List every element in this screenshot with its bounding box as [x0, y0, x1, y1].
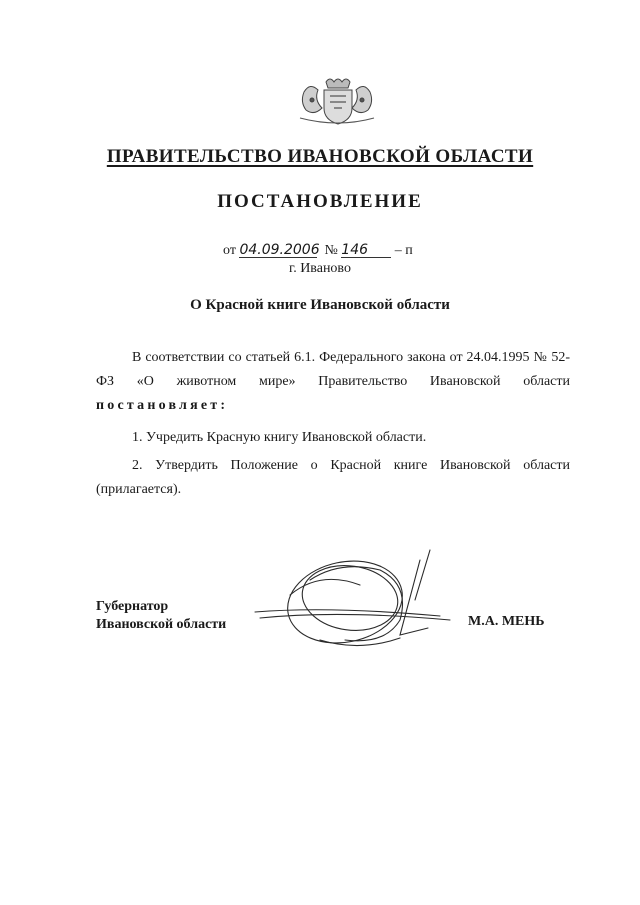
- handwritten-signature: [250, 540, 465, 665]
- position-line-2: Ивановской области: [96, 617, 227, 632]
- date-prefix: от: [223, 243, 236, 258]
- item-2: 2. Утвердить Положение о Красной книге Ивановской области (прилагается).: [96, 458, 570, 497]
- dateline: [223, 243, 413, 259]
- position-line-1: Губернатор: [96, 599, 169, 614]
- number-suffix: – п: [394, 243, 413, 258]
- item-1: 1. Учредить Красную книгу Ивановской области.: [132, 430, 427, 445]
- government-title-text: ПРАВИТЕЛЬСТВО ИВАНОВСКОЙ ОБЛАСТИ: [106, 146, 534, 167]
- document-type: ПОСТАНОВЛЕНИЕ: [217, 191, 423, 212]
- preamble-text: В соответствии со статьей 6.1. Федерального закона от 24.04.1995 № 52-ФЗ «О животном мире» Правительство Ивановской области: [96, 350, 570, 389]
- document-subject: О Красной книге Ивановской области: [190, 297, 450, 313]
- signatory-position: [96, 598, 226, 634]
- resolves-word: постановляет:: [96, 398, 229, 413]
- city: г. Иваново: [289, 261, 351, 276]
- number-sign: №: [324, 243, 338, 258]
- coat-of-arms-emblem: [296, 72, 378, 128]
- government-title: [0, 146, 640, 168]
- preamble-paragraph: [96, 346, 570, 418]
- handwritten-date: 04.09.2006: [239, 242, 320, 258]
- signatory-name: М.А. МЕНЬ: [468, 614, 545, 629]
- handwritten-number: 146: [341, 243, 391, 258]
